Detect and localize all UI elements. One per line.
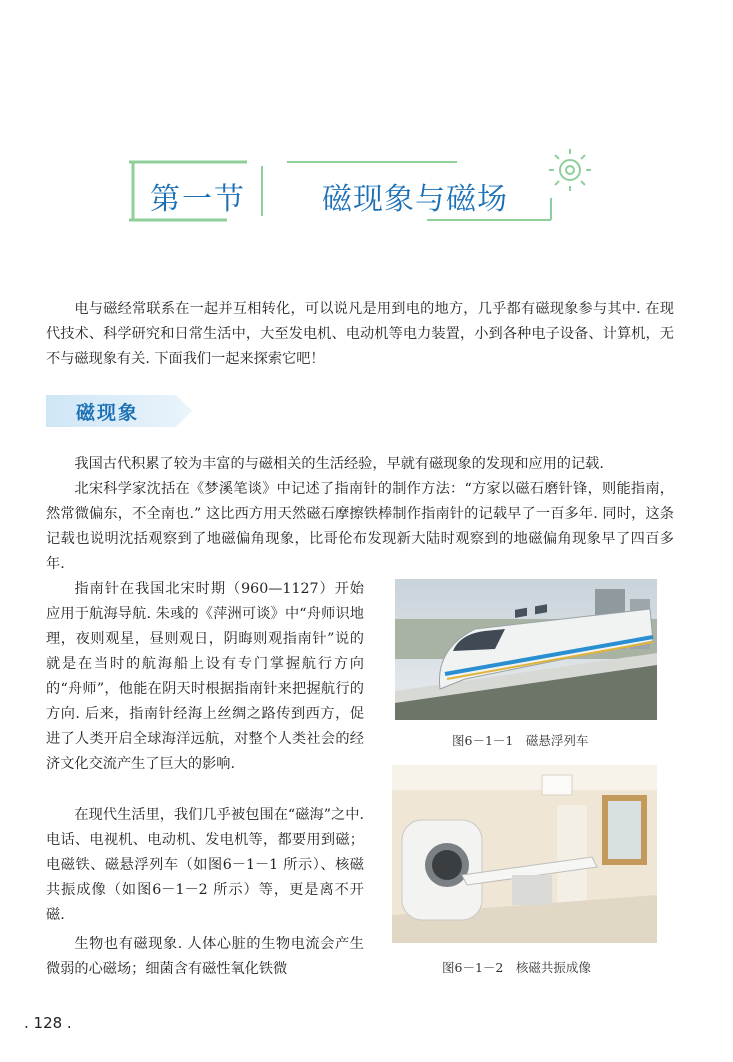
intro-paragraph: 电与磁经常联系在一起并互相转化，可以说凡是用到电的地方，几乎都有磁现象参与其中. 在现代技术、科学研究和日常生活中，大至发电机、电动机等电力装置，小到各种电子设备、计算机，无不与磁现象有关. 下面我们一起来探索它吧！ (46, 301, 674, 367)
heading-magnetic-phenomena: 磁现象 (76, 402, 140, 424)
figure-2-caption: 图6－1－2 核磁共振成像 (442, 960, 591, 975)
mri-photo (392, 765, 657, 943)
paragraph-1: 我国古代积累了较为丰富的与磁相关的生活经验，早就有磁现象的发现和应用的记载. (74, 456, 604, 472)
section-title: 磁现象与磁场 (322, 182, 508, 217)
maglev-train-photo (395, 579, 657, 720)
paragraph-3: 指南针在我国北宋时期（960—1127）开始应用于航海导航. 朱彧的《萍洲可谈》中“舟师识地理，夜则观星，昼则观日，阴晦则观指南针”说的就是在当时的航海船上设有专门掌握航行方向的“舟师”，他能在阴天时根据指南针来把握航行的方向. 后来，指南针经海上丝绸之路传到西方，促进了人类开启全球海洋远航，对整个人类社会的经济文化交流产生了巨大的影响. (46, 581, 364, 772)
figure-1-caption: 图6－1－1 磁悬浮列车 (452, 733, 589, 748)
paragraph-5: 生物也有磁现象. 人体心脏的生物电流会产生微弱的心磁场；细菌含有磁性氧化铁微 (46, 936, 364, 977)
gear-icon (545, 145, 595, 195)
paragraph-4: 在现代生活里，我们几乎被包围在“磁海”之中. 电话、电视机、电动机、发电机等，都要用到磁；电磁铁、磁悬浮列车（如图6－1－1 所示）、核磁共振成像（如图6－1－2 所示）等，更是离不开磁. (46, 807, 364, 923)
paragraph-2: 北宋科学家沈括在《梦溪笔谈》中记述了指南针的制作方法：“方家以磁石磨针锋，则能指南，然常微偏东，不全南也.” 这比西方用天然磁石摩擦铁棒制作指南针的记载早了一百多年. 同时，这条记载也说明沈括观察到了地磁偏角现象，比哥伦布发现新大陆时观察到的地磁偏角现象早了四百多年. (46, 481, 674, 572)
page-number: . 128 . (24, 1014, 72, 1032)
section-number: 第一节 (150, 182, 246, 217)
